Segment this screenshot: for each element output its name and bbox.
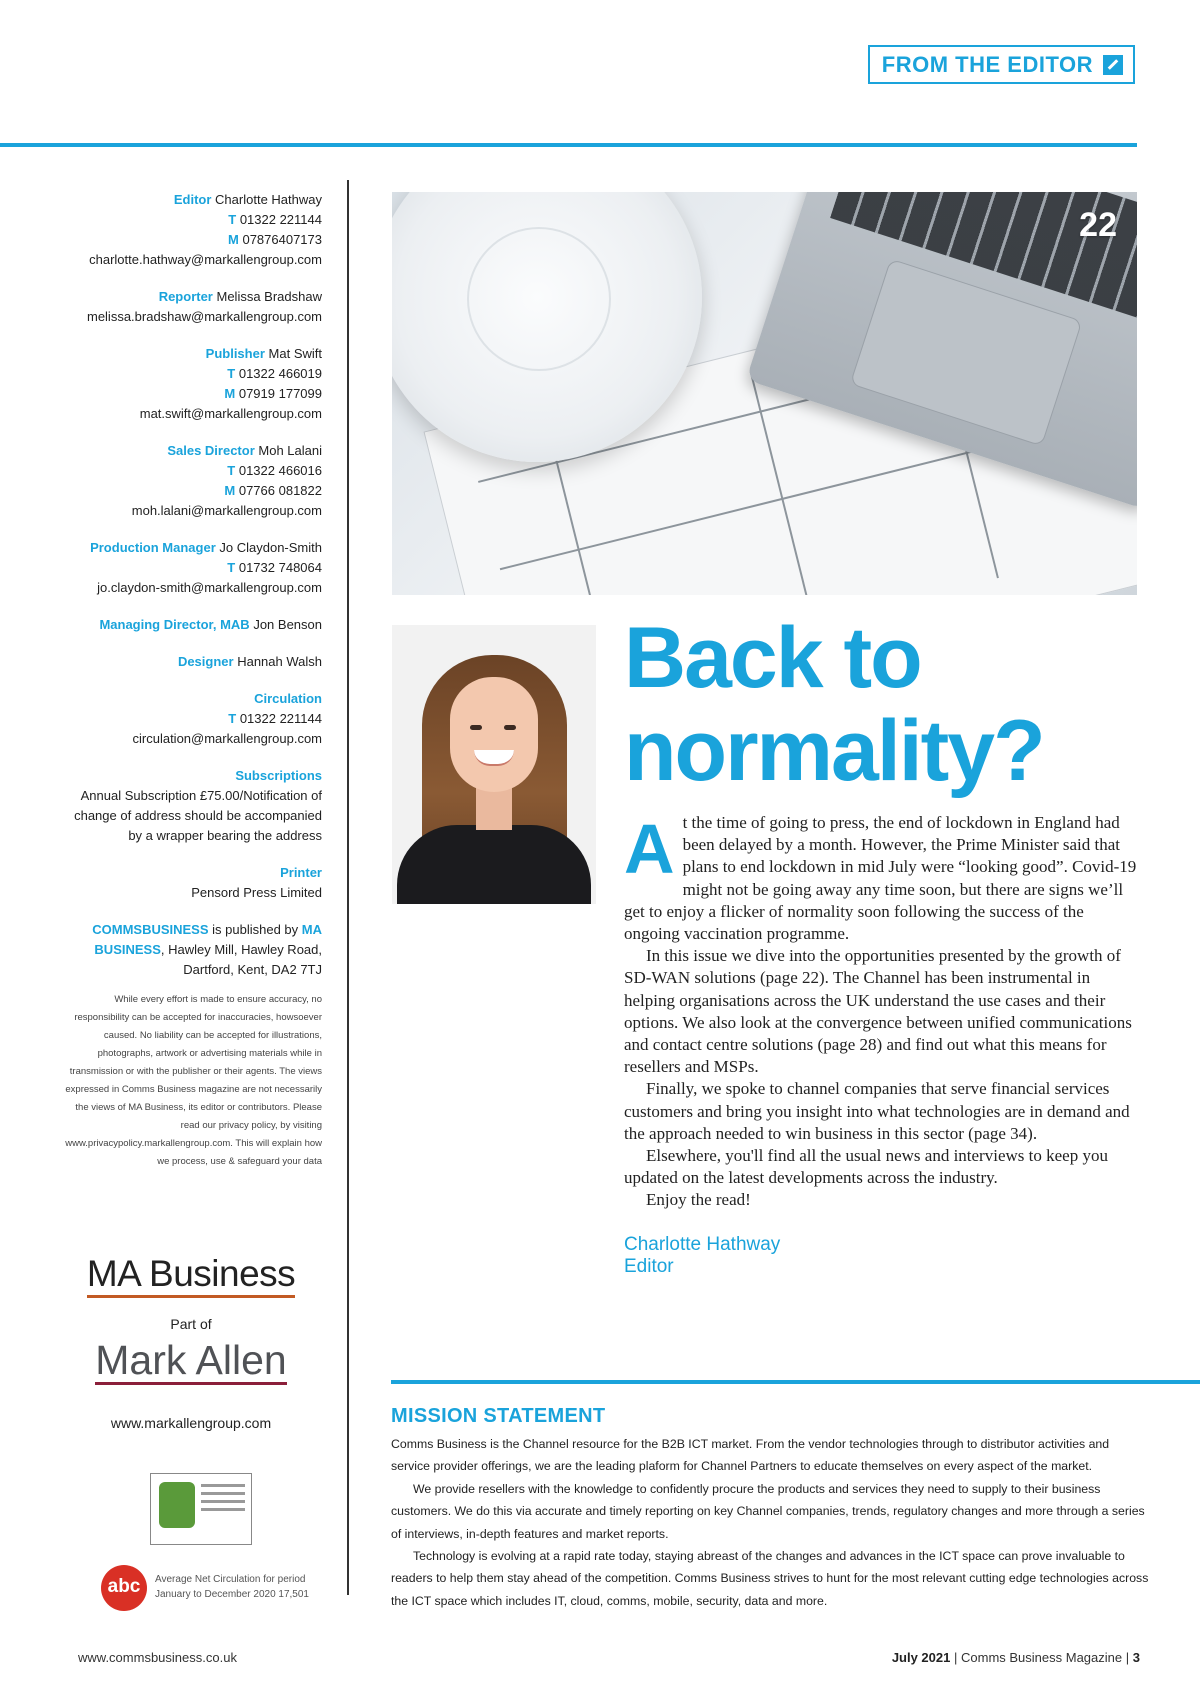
headline-line-2: normality? <box>624 703 1044 799</box>
email: jo.claydon-smith@markallengroup.com <box>97 580 322 595</box>
ma-business-logo: MA Business <box>87 1255 295 1298</box>
section-label: FROM THE EDITOR <box>881 52 1093 77</box>
mobile-label: M <box>224 386 236 401</box>
masthead-publisher-info <box>60 920 322 980</box>
sidebar-divider <box>347 180 349 1595</box>
email: circulation@markallengroup.com <box>132 731 322 746</box>
phone-label: T <box>228 711 237 726</box>
masthead-sales <box>60 441 322 521</box>
pencil-icon <box>1103 55 1123 75</box>
mobile-label: M <box>228 232 239 247</box>
signature-title: Editor <box>624 1255 674 1277</box>
person-name: Hannah Walsh <box>237 654 322 669</box>
masthead-designer <box>60 652 322 672</box>
printer-name: Pensord Press Limited <box>191 885 322 900</box>
masthead-publisher <box>60 344 322 424</box>
page-reference-number: 22 <box>1079 206 1117 244</box>
masthead-subscriptions <box>60 766 322 846</box>
page-number: 3 <box>1132 1650 1140 1665</box>
person-name: Jo Claydon-Smith <box>219 540 322 555</box>
role-label: Circulation <box>254 691 322 706</box>
masthead-managing <box>60 615 322 635</box>
person-name: Charlotte Hathway <box>215 192 322 207</box>
paragraph: Enjoy the read! <box>646 1190 751 1210</box>
footer-issue-info <box>892 1650 1140 1665</box>
footer-url[interactable]: www.commsbusiness.co.uk <box>78 1650 237 1665</box>
phone-number: 01322 221144 <box>239 711 322 726</box>
paragraph: Elsewhere, you'll find all the usual news and interviews to keep you updated on the latest developments across the industry. <box>624 1146 1108 1188</box>
email: mat.swift@markallengroup.com <box>139 406 322 421</box>
masthead-reporter <box>60 287 322 327</box>
circulation-note: Average Net Circulation for period January to December 2020 17,501 <box>155 1574 309 1600</box>
drop-cap: A <box>624 810 675 888</box>
role-label: Sales Director <box>167 443 255 458</box>
part-of-label: Part of <box>170 1316 212 1332</box>
phone-number: 01732 748064 <box>238 560 322 575</box>
mission-paragraph: Technology is evolving at a rapid rate today, staying abreast of the changes and advances in the ICT space can prove invaluable to readers to help them stay ahead of the competition. Comms Business strives to hunt for the most relevant cutting edge technologies across the ICT space which includes IT, cloud, comms, mobile, security, data and more. <box>391 1549 1149 1608</box>
person-name: Mat Swift <box>268 346 322 361</box>
paragraph: Finally, we spoke to channel companies that serve financial services customers and bring you insight into what technologies are in demand and the approach needed to win business in this sector (page 34). <box>624 1079 1130 1143</box>
editor-portrait <box>392 625 596 904</box>
role-label: Publisher <box>205 346 265 361</box>
brand-name: COMMSBUSINESS <box>92 922 209 937</box>
mark-allen-logo: Mark Allen <box>95 1337 287 1383</box>
headline <box>624 612 1044 798</box>
mobile-label: M <box>224 483 236 498</box>
role-label: Designer <box>177 654 234 669</box>
role-label: Managing Director, MAB <box>99 617 250 632</box>
hero-image <box>392 192 1137 595</box>
phone-number: 01322 466016 <box>238 463 322 478</box>
separator: | <box>1125 1650 1130 1665</box>
mobile-number: 07876407173 <box>242 232 322 247</box>
headline-line-1: Back to <box>624 610 921 706</box>
role-label: Printer <box>280 865 322 880</box>
signature <box>624 1234 1142 1278</box>
phone-number: 01322 466019 <box>238 366 322 381</box>
email: charlotte.hathway@markallengroup.com <box>89 252 322 267</box>
issue-date: July 2021 <box>891 1650 951 1665</box>
person-name: Melissa Bradshaw <box>216 289 322 304</box>
phone-number: 01322 221144 <box>239 212 322 227</box>
phone-label: T <box>227 560 236 575</box>
abc-logo: abc <box>101 1565 147 1611</box>
pefc-certification-icon <box>150 1473 252 1545</box>
paragraph: In this issue we dive into the opportunities presented by the growth of SD-WAN solutions (page 22). The Channel has been instrumental in helping organisations across the UK understand the use cases and their options. We also look at the convergence between unified communications and contact centre solutions (page 28) and find out what this means for resellers and MSPs. <box>624 946 1132 1077</box>
address: , Hawley Mill, Hawley Road, Dartford, Kent, DA2 7TJ <box>160 942 322 977</box>
mobile-number: 07919 177099 <box>238 386 322 401</box>
group-url[interactable]: www.markallengroup.com <box>110 1415 272 1431</box>
role-label: Subscriptions <box>235 768 322 783</box>
disclaimer: While every effort is made to ensure accuracy, no responsibility can be accepted for inaccuracies, howsoever caused. No liability can be accepted for illustrations, photographs, artwork or advertising materials while in transmission or with the publisher or their agents. The views expressed in Comms Business magazine are not necessarily the views of MA Business, its editor or contributors. Please read our privacy policy, by visiting www.privacypolicy.markallengroup.com. This will explain how we process, use & safeguard your data <box>65 994 322 1167</box>
mission-title: MISSION STATEMENT <box>391 1405 606 1427</box>
top-rule <box>0 143 1137 147</box>
masthead-sidebar <box>60 190 322 1171</box>
email: moh.lalani@markallengroup.com <box>131 503 322 518</box>
masthead-circulation <box>60 689 322 749</box>
phone-label: T <box>227 366 236 381</box>
masthead-production <box>60 538 322 598</box>
section-tag <box>868 45 1135 84</box>
mission-paragraph: We provide resellers with the knowledge to confidently procure the products and services they need to supply to their business customers. We do this via accurate and timely reporting on key Channel companies, trends, regulatory changes and more through a series of interviews, in-depth features and market reports. <box>391 1481 1145 1541</box>
role-label: Editor <box>173 192 212 207</box>
person-name: Jon Benson <box>253 617 322 632</box>
company-name: MA BUSINESS <box>94 922 322 957</box>
phone-label: T <box>228 212 237 227</box>
mission-statement <box>391 1433 1151 1612</box>
phone-label: T <box>227 463 236 478</box>
mission-paragraph: Comms Business is the Channel resource for the B2B ICT market. From the vendor technologies through to distributor activities and service provider offerings, we are the leading plaform for Channel Partners to educate themselves on every aspect of the market. <box>391 1437 1110 1474</box>
role-label: Production Manager <box>90 540 216 555</box>
magazine-name: Comms Business Magazine <box>961 1650 1123 1665</box>
signature-name: Charlotte Hathway <box>624 1233 781 1255</box>
editorial-body <box>624 812 1142 1278</box>
separator: | <box>953 1650 958 1665</box>
mobile-number: 07766 081822 <box>238 483 322 498</box>
email: melissa.bradshaw@markallengroup.com <box>86 309 322 324</box>
masthead-editor <box>60 190 322 270</box>
role-label: Reporter <box>158 289 213 304</box>
mission-rule <box>391 1380 1200 1384</box>
masthead-printer <box>60 863 322 903</box>
person-name: Moh Lalani <box>258 443 322 458</box>
published-by: is published by <box>212 922 299 937</box>
publisher-logos <box>60 1255 322 1431</box>
subscription-text: Annual Subscription £75.00/Notification of change of address should be accompanied by a wrapper bearing the address <box>74 788 322 843</box>
paragraph: t the time of going to press, the end of lockdown in England had been delayed by a month. However, the Prime Minister said that plans to end lockdown in mid July were “looking good”. Covid-19 might not be going away any time soon, but there are signs we’ll get to enjoy a flicker of normality soon following the success of the ongoing vaccination programme. <box>624 813 1137 944</box>
